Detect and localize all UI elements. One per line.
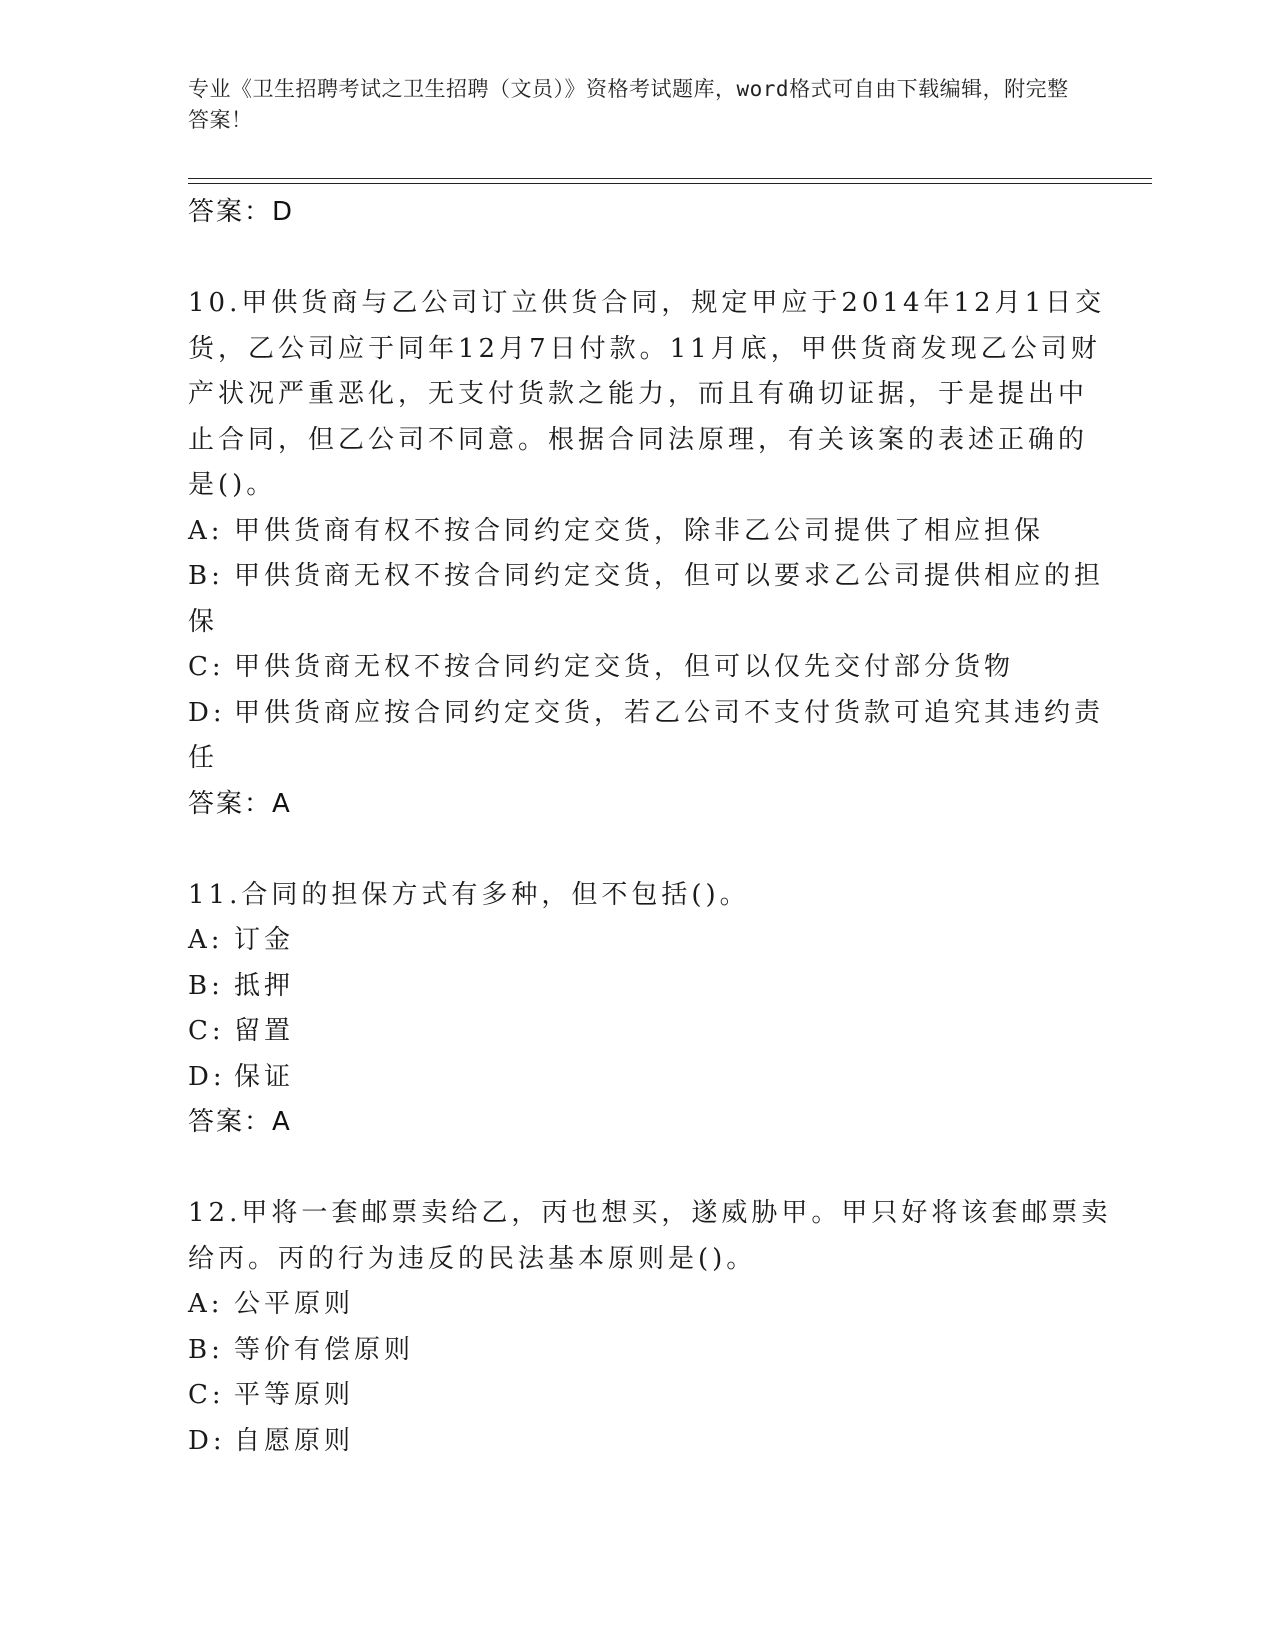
spacer	[188, 236, 1088, 282]
option-key: B:	[188, 970, 224, 1001]
option-key: A:	[188, 925, 224, 955]
option-d-continuation: 任	[188, 743, 219, 773]
option-c	[188, 645, 1088, 691]
question-stem-line: 产状况严重恶化，无支付货款之能力，而且有确切证据，于是提出中	[188, 379, 1089, 409]
option-text: 平等原则	[234, 1380, 355, 1410]
option-text: 甲供货商应按合同约定交货，若乙公司不支付货款可追究其违约责	[234, 697, 1105, 728]
option-text: 保证	[234, 1061, 295, 1092]
header-rule-top	[188, 178, 1152, 179]
option-text: 抵押	[234, 970, 295, 1001]
option-a	[188, 1282, 1088, 1328]
question-stem-line: 11.合同的担保方式有多种，但不包括()。	[188, 879, 750, 910]
option-key: A:	[188, 1289, 224, 1319]
option-a	[188, 509, 1088, 555]
previous-answer: 答案：D	[188, 197, 295, 227]
answer-line: 答案：A	[188, 788, 292, 819]
question-content	[188, 190, 1112, 1464]
option-text: 公平原则	[234, 1289, 355, 1319]
option-d	[188, 1055, 1088, 1101]
question-stem-line: 12.甲将一套邮票卖给乙，丙也想买，遂威胁甲。甲只好将该套邮票卖	[188, 1198, 1112, 1228]
option-key: D:	[188, 1061, 226, 1092]
question-stem-line: 货，乙公司应于同年12月7日付款。11月底，甲供货商发现乙公司财	[188, 333, 1101, 364]
question-block	[188, 873, 1088, 1146]
option-b	[188, 964, 1088, 1010]
option-key: A:	[188, 515, 224, 546]
option-key: D:	[188, 697, 226, 728]
option-text: 留置	[234, 1016, 295, 1046]
question-stem-line: 是()。	[188, 470, 277, 500]
question-stem-line: 给丙。丙的行为违反的民法基本原则是()。	[188, 1243, 757, 1274]
option-d	[188, 1419, 1088, 1465]
page-header: 专业《卫生招聘考试之卫生招聘（文员）》资格考试题库，word格式可自由下载编辑，附完整答案！	[188, 77, 1069, 132]
spacer	[188, 1146, 1088, 1192]
option-key: D:	[188, 1425, 226, 1456]
option-b	[188, 554, 1105, 600]
option-key: B:	[188, 561, 224, 591]
option-text: 甲供货商无权不按合同约定交货，但可以要求乙公司提供相应的担	[234, 561, 1105, 591]
option-c	[188, 1373, 1088, 1419]
option-text: 订金	[234, 925, 295, 955]
option-key: B:	[188, 1334, 224, 1365]
question-block	[188, 1191, 1112, 1464]
header-rule-bottom	[188, 183, 1152, 184]
question-stem-line: 止合同，但乙公司不同意。根据合同法原理，有关该案的表述正确的	[188, 424, 1089, 455]
option-text: 甲供货商有权不按合同约定交货，除非乙公司提供了相应担保	[234, 515, 1045, 546]
option-text: 自愿原则	[234, 1425, 355, 1456]
option-text: 甲供货商无权不按合同约定交货，但可以仅先交付部分货物	[234, 652, 1015, 682]
question-block	[188, 281, 1106, 827]
option-key: C:	[188, 652, 225, 682]
option-key: C:	[188, 1380, 225, 1410]
option-key: C:	[188, 1016, 225, 1046]
question-stem-line: 10.甲供货商与乙公司订立供货合同，规定甲应于2014年12月1日交	[188, 288, 1106, 318]
option-d	[188, 691, 1105, 737]
option-b-continuation: 保	[188, 606, 219, 637]
answer-line: 答案：A	[188, 1107, 292, 1137]
option-a	[188, 918, 1088, 964]
option-b	[188, 1328, 1088, 1374]
option-text: 等价有偿原则	[234, 1334, 415, 1365]
option-c	[188, 1009, 1088, 1055]
spacer	[188, 827, 1088, 873]
